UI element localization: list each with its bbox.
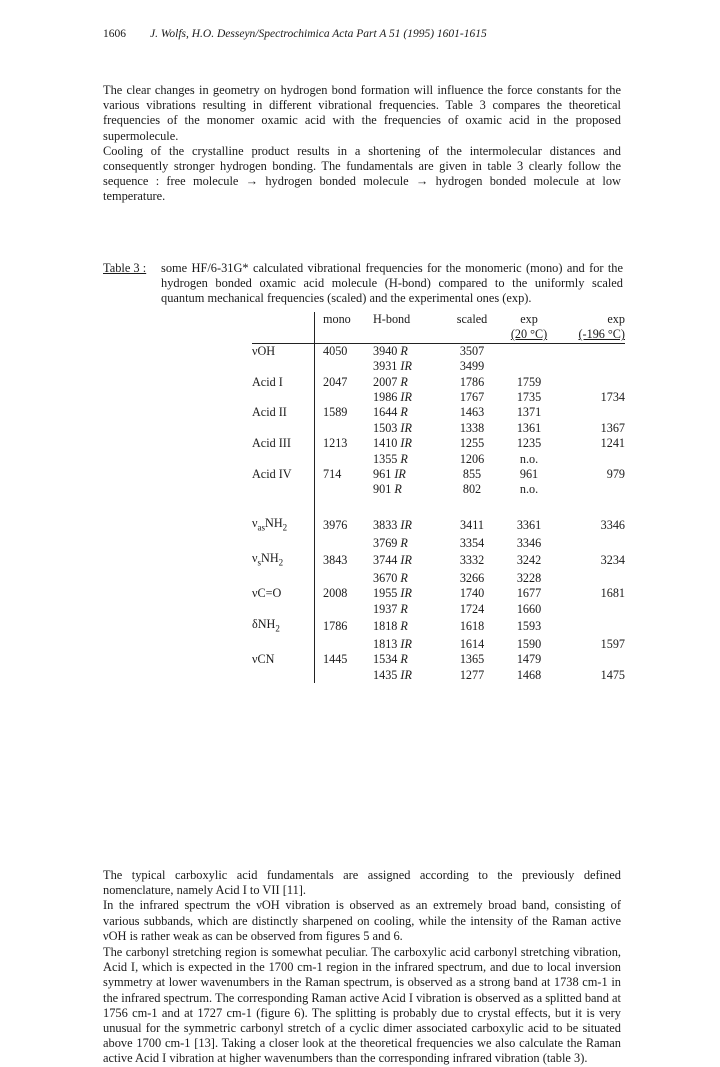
table-cell: 3228 <box>516 570 542 585</box>
row-label-cell <box>252 482 315 497</box>
table-row <box>252 375 625 390</box>
row-label-cell <box>252 536 315 551</box>
table-cell <box>561 652 625 667</box>
table-cell: 1590 <box>516 637 542 652</box>
row-label-cell: Acid IV <box>252 467 292 482</box>
table-cell <box>315 452 374 467</box>
table-cell <box>497 359 561 374</box>
intro-paragraph-2: Cooling of the crystalline product results in a shortening of the intermolecular distances and consequently stronger hydrogen bonding. The fundamentals are given in table 3 clearly follow the sequence : free molecule → hydrogen bonded molecule → hydrogen bonded molecule at low temperature. <box>103 143 621 204</box>
table-cell: 1468 <box>516 667 542 682</box>
col-header-hbond: H-bond <box>373 312 411 326</box>
table-cell: 1445 <box>315 652 374 667</box>
table-cell <box>561 452 625 467</box>
table-cell: 1206 <box>459 451 485 466</box>
table-row <box>252 571 625 586</box>
paragraph-b <box>103 945 621 1067</box>
table-row <box>252 551 625 571</box>
page-number: 1606 <box>103 28 126 40</box>
table-cell: 1463 <box>459 405 485 420</box>
table-cell <box>315 571 374 586</box>
table-cell <box>561 343 625 359</box>
table-cell <box>561 482 625 497</box>
table-cell: 1534 R <box>373 652 408 667</box>
table-cell: 1955 IR <box>373 586 412 601</box>
table-cell: 3361 <box>516 518 542 533</box>
table-cell: 3940 R <box>373 343 408 358</box>
table-cell: 1235 <box>516 436 542 451</box>
subheader-20c: (20 °C) <box>510 327 548 342</box>
table-subheader-row <box>252 327 625 343</box>
table-cell: 1986 IR <box>373 390 412 405</box>
table-cell: 1724 <box>459 601 485 616</box>
table-cell <box>561 536 625 551</box>
row-label-cell <box>252 390 315 405</box>
table-cell: 2047 <box>315 375 374 390</box>
table-cell: 1255 <box>459 436 485 451</box>
table-cell <box>561 359 625 374</box>
table-row <box>252 436 625 451</box>
table-cell: 1361 <box>516 420 542 435</box>
row-label-cell <box>252 637 315 652</box>
table-cell: 3843 <box>315 551 374 571</box>
table-cell: 1740 <box>459 586 485 601</box>
table-cell: 1681 <box>600 586 625 601</box>
table-row <box>252 343 625 359</box>
table-cell: 1365 <box>459 652 485 667</box>
table-cell: 1479 <box>516 652 542 667</box>
table-cell: 1475 <box>600 667 625 682</box>
table-cell <box>315 390 374 405</box>
table-cell: 979 <box>606 467 625 482</box>
table-cell: 1371 <box>516 405 542 420</box>
table-cell: 1277 <box>459 667 485 682</box>
table-row <box>252 602 625 617</box>
table-label: Table 3 : <box>103 261 147 275</box>
table-cell: 1644 R <box>373 405 408 420</box>
row-label-cell: Acid III <box>252 436 291 451</box>
row-label-cell: Acid II <box>252 405 287 420</box>
table-cell: 3346 <box>516 535 542 550</box>
table-cell: n.o. <box>519 482 539 497</box>
row-label-cell <box>252 452 315 467</box>
table-cell: 4050 <box>315 343 374 359</box>
table-row <box>252 467 625 482</box>
table-cell: 1786 <box>459 374 485 389</box>
table-cell: 961 <box>519 467 539 482</box>
table-cell: 3332 <box>459 553 485 568</box>
table-cell: 3242 <box>516 553 542 568</box>
row-label-cell: νCN <box>252 652 275 667</box>
table-cell: 901 R <box>373 482 402 497</box>
table-row <box>252 390 625 405</box>
table-cell: 3354 <box>459 535 485 550</box>
table-cell: 3499 <box>459 359 485 374</box>
row-label-cell: νC=O <box>252 586 282 601</box>
table-cell: 1503 IR <box>373 420 412 435</box>
table-cell: 855 <box>462 467 482 482</box>
table-row <box>252 405 625 420</box>
col-header-exp-20: exp <box>520 312 538 326</box>
table-row <box>252 421 625 436</box>
table-row <box>252 652 625 667</box>
row-label-cell: δNH$_2$ <box>252 617 280 634</box>
col-header-scaled: scaled <box>456 312 488 326</box>
table-cell: 3507 <box>459 343 485 358</box>
row-label-cell: $\nu_{as}NH_2$ <box>252 515 288 533</box>
table-cell: n.o. <box>519 451 539 466</box>
table-cell: 3234 <box>600 553 625 568</box>
journal-citation: J. Wolfs, H.O. Desseyn/Spectrochimica Acta Part A 51 (1995) 1601-1615 <box>150 28 487 40</box>
table-cell <box>315 421 374 436</box>
table-cell: 2008 <box>315 586 374 601</box>
table-cell: 3670 R <box>373 570 408 585</box>
table-cell: 1677 <box>516 586 542 601</box>
table-row <box>252 516 625 536</box>
table-cell <box>315 668 374 683</box>
col-header-exp-196: exp <box>607 312 625 326</box>
table-cell: 3931 IR <box>373 359 412 374</box>
table-cell: 1338 <box>459 420 485 435</box>
table-cell: 1593 <box>516 619 542 634</box>
row-label-cell: νOH <box>252 343 276 358</box>
table-cell <box>497 343 561 359</box>
table-cell: 3833 IR <box>373 518 412 533</box>
table-cell: 1355 R <box>373 451 408 466</box>
table-cell: 1618 <box>459 619 485 634</box>
table-cell <box>561 405 625 420</box>
paragraph-a-1: The typical carboxylic acid fundamentals are assigned according to the previously defined nomenclature, namely Acid I to VII [11]. <box>103 868 621 898</box>
row-label-cell <box>252 421 315 436</box>
table-cell: 714 <box>315 467 374 482</box>
row-label-cell <box>252 668 315 683</box>
table-cell <box>315 482 374 497</box>
table-row <box>252 482 625 497</box>
table-cell: 1734 <box>600 390 625 405</box>
row-label-cell <box>252 602 315 617</box>
table-cell: 1767 <box>459 390 485 405</box>
table-cell: 1367 <box>600 420 625 435</box>
table-spacer-row <box>252 498 625 516</box>
table-cell: 3266 <box>459 570 485 585</box>
table-row <box>252 617 625 637</box>
row-label-cell: Acid I <box>252 374 283 389</box>
table-row <box>252 359 625 374</box>
table-row <box>252 668 625 683</box>
table-cell <box>561 602 625 617</box>
subheader-minus196c: (-196 °C) <box>578 327 625 342</box>
intro-text <box>103 83 621 205</box>
table-cell <box>315 602 374 617</box>
table-cell: 1818 R <box>373 619 408 634</box>
table-cell: 1213 <box>315 436 374 451</box>
table-cell: 1589 <box>315 405 374 420</box>
table-caption <box>103 261 623 307</box>
table-cell: 802 <box>462 482 482 497</box>
table-cell: 961 IR <box>373 467 406 482</box>
paragraph-a <box>103 868 621 944</box>
table-cell: 1614 <box>459 637 485 652</box>
paragraph-b-text: The carbonyl stretching region is somewhat peculiar. The carboxylic acid carbonyl stretching vibration, Acid I, which is expected in the 1700 cm-1 region in the infrared spectrum, and due to local inversion symmetry at lower wavenumbers in the Raman spectrum, is observed as a strong band at 1738 cm-1 in the infrared spectrum. The corresponding Raman active Acid I vibration is observed as a splitted band at 1756 cm-1 and at 1727 cm-1 (figure 6). The splitting is probably due to crystal effects, but it is very unusual for the symmetric carbonyl stretch of a cyclic dimer associated carboxylic acid to be situated above 1700 cm-1 [13]. Taking a closer look at the theoretical frequencies we also calculate the Raman active Acid I vibration at higher wavenumbers than the corresponding infrared vibration (table 3). <box>103 945 621 1066</box>
table-cell: 1435 IR <box>373 667 412 682</box>
table-cell: 1597 <box>600 637 625 652</box>
paragraph-a-2: In the infrared spectrum the νOH vibration is observed as an extremely broad band, consisting of various subbands, which are distinctly sharpened on cooling, while the intensity of the Raman active νOH is rather weak as can be observed from figures 5 and 6. <box>103 898 621 943</box>
table-row <box>252 536 625 551</box>
table-cell: 1241 <box>600 436 625 451</box>
table-cell: 3346 <box>600 518 625 533</box>
table-cell: 3976 <box>315 516 374 536</box>
table-header-row <box>252 312 625 327</box>
table-cell <box>315 637 374 652</box>
table-row <box>252 452 625 467</box>
table-cell: 3744 IR <box>373 553 412 568</box>
table-caption-text: some HF/6-31G* calculated vibrational frequencies for the monomeric (mono) and for the hydrogen bonded oxamic acid molecule (H-bond) compared to the uniformly scaled quantum mechanical frequencies (scaled) and the experimental ones (exp). <box>161 261 623 306</box>
table-cell: 3769 R <box>373 535 408 550</box>
row-label-cell <box>252 359 315 374</box>
row-label-cell: $\nu_sNH_2$ <box>252 551 284 568</box>
table-cell: 1660 <box>516 601 542 616</box>
table-cell <box>315 536 374 551</box>
table-cell: 3411 <box>460 518 484 533</box>
table-cell: 2007 R <box>373 374 408 389</box>
table-cell: 1937 R <box>373 601 408 616</box>
table-cell: 1410 IR <box>373 436 412 451</box>
col-header-mono: mono <box>315 312 374 327</box>
table-row <box>252 637 625 652</box>
table-cell <box>561 571 625 586</box>
row-label-cell <box>252 571 315 586</box>
table-cell <box>561 375 625 390</box>
table-cell <box>561 617 625 637</box>
table-row <box>252 586 625 601</box>
table-cell: 1786 <box>315 617 374 637</box>
table-cell: 1735 <box>516 390 542 405</box>
frequency-table <box>252 312 625 683</box>
intro-paragraph-1: The clear changes in geometry on hydrogen bond formation will influence the force constants for the various vibrations resulting in different vibrational frequencies. Table 3 compares the theoretical frequencies of the monomer oxamic acid with the frequencies of oxamic acid in the proposed supermolecule. <box>103 83 621 143</box>
table-cell: 1813 IR <box>373 637 412 652</box>
table-cell: 1759 <box>516 374 542 389</box>
table-cell <box>315 359 374 374</box>
